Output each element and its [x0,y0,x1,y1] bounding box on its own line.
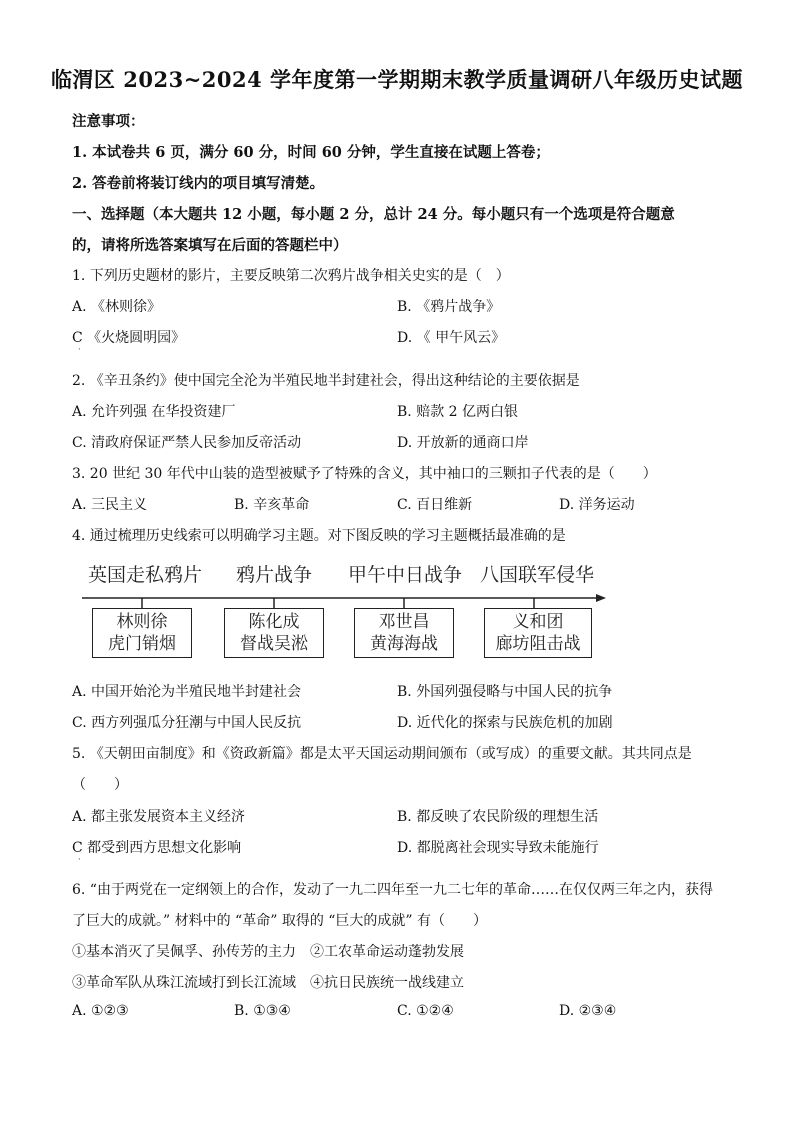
q1-option-d: D. 《 甲午风云》 [397,330,506,346]
question-1-stem: 1. 下列历史题材的影片，主要反映第二次鸦片战争相关史实的是（ ） [72,268,510,284]
box-3-line-2: 黄海海战 [370,634,438,654]
question-6-stem-cont: 了巨大的成就。” 材料中的 “革命” 取得的 “巨大的成就” 有（ ） [72,913,488,929]
section-heading-line1: 一、选择题（本大题共 12 小题，每小题 2 分，总计 24 分。每小题只有一个选项是符合题意 [72,206,675,223]
timeline-event-3: 甲午中日战争 [348,564,463,586]
q5-option-a: A. 都主张发展资本主义经济 [72,809,246,825]
section-heading-line2: 的，请将所选答案填写在后面的答题栏中） [72,237,348,254]
timeline-box-3 [354,608,454,658]
timeline-box-1 [92,608,192,658]
question-6-items-2: ③革命军队从珠江流域打到长江流域 ④抗日民族统一战线建立 [72,975,464,991]
question-5-stem: 5. 《天朝田亩制度》和《资政新篇》都是太平天国运动期间颁布（或写成）的重要文献。其共同点是 [72,746,692,762]
timeline-box-4 [484,608,592,658]
q4-option-b: B. 外国列强侵略与中国人民的抗争 [397,684,613,700]
q2-option-b: B. 赔款 2 亿两白银 [397,404,518,420]
timeline-figure [80,560,620,670]
note-2: 2. 答卷前将装订线内的项目填写清楚。 [72,175,325,192]
q5-option-d: D. 都脱离社会现实导致未能施行 [397,840,599,856]
page-title: 临渭区 2023~2024 学年度第一学期期末教学质量调研八年级历史试题 [50,67,744,92]
q1-option-b: B. 《鸦片战争》 [397,299,501,315]
question-6-items-1: ①基本消灭了吴佩孚、孙传芳的主力 ②工农革命运动蓬勃发展 [72,944,464,960]
question-5-stem-cont: （ ） [72,777,128,793]
box-3-line-1: 邓世昌 [378,612,430,632]
q1-option-a: A. 《林则徐》 [72,299,162,315]
box-4-line-1: 义和团 [512,612,564,632]
q3-option-b: B. 辛亥革命 [234,497,310,513]
q3-option-c: C. 百日维新 [397,497,473,513]
q6-option-d: D. ②③④ [559,1003,617,1019]
q4-option-d: D. 近代化的探索与民族危机的加剧 [397,715,613,731]
q6-option-a: A. ①②③ [72,1003,129,1019]
q5-option-c: C 都受到西方思想文化影响 [72,840,242,856]
q3-option-a: A. 三民主义 [72,497,148,513]
stray-dot-mark: · [78,345,81,355]
box-2-line-2: 督战吴淞 [240,634,308,654]
timeline-box-2 [224,608,324,658]
question-6-stem: 6. “由于两党在一定纲领上的合作，发动了一九二四年至一九二七年的革命……在仅仅两三年之内，获得 [72,882,713,898]
q4-option-a: A. 中国开始沦为半殖民地半封建社会 [72,684,302,700]
note-1: 1. 本试卷共 6 页，满分 60 分，时间 60 分钟，学生直接在试题上答卷； [72,144,550,161]
timeline-event-4: 八国联军侵华 [480,564,595,586]
q2-option-a: A. 允许列强 在华投资建厂 [72,404,236,420]
notes-heading: 注意事项： [72,113,145,130]
q1-option-c: C 《火烧圆明园》 [72,330,186,346]
stray-dot-mark: · [78,855,81,865]
q5-option-b: B. 都反映了农民阶级的理想生活 [397,809,599,825]
box-4-line-2: 廊坊阻击战 [495,634,581,654]
box-1-line-1: 林则徐 [116,612,168,632]
q2-option-d: D. 开放新的通商口岸 [397,435,529,451]
question-4-stem: 4. 通过梳理历史线索可以明确学习主题。对下图反映的学习主题概括最准确的是 [72,528,566,544]
q2-option-c: C. 清政府保证严禁人民参加反帝活动 [72,435,302,451]
question-2-stem: 2. 《辛丑条约》使中国完全沦为半殖民地半封建社会，得出这种结论的主要依据是 [72,373,580,389]
q6-option-b: B. ①③④ [234,1003,291,1019]
q4-option-c: C. 西方列强瓜分狂潮与中国人民反抗 [72,715,302,731]
box-2-line-1: 陈化成 [248,612,300,632]
q6-option-c: C. ①②④ [397,1003,454,1019]
timeline-event-1: 英国走私鸦片 [88,564,203,586]
box-1-line-2: 虎门销烟 [108,634,176,654]
timeline-event-2: 鸦片战争 [236,564,313,586]
question-3-stem: 3. 20 世纪 30 年代中山装的造型被赋予了特殊的含义，其中袖口的三颗扣子代表的是（ ） [72,466,657,482]
q3-option-d: D. 洋务运动 [559,497,635,513]
